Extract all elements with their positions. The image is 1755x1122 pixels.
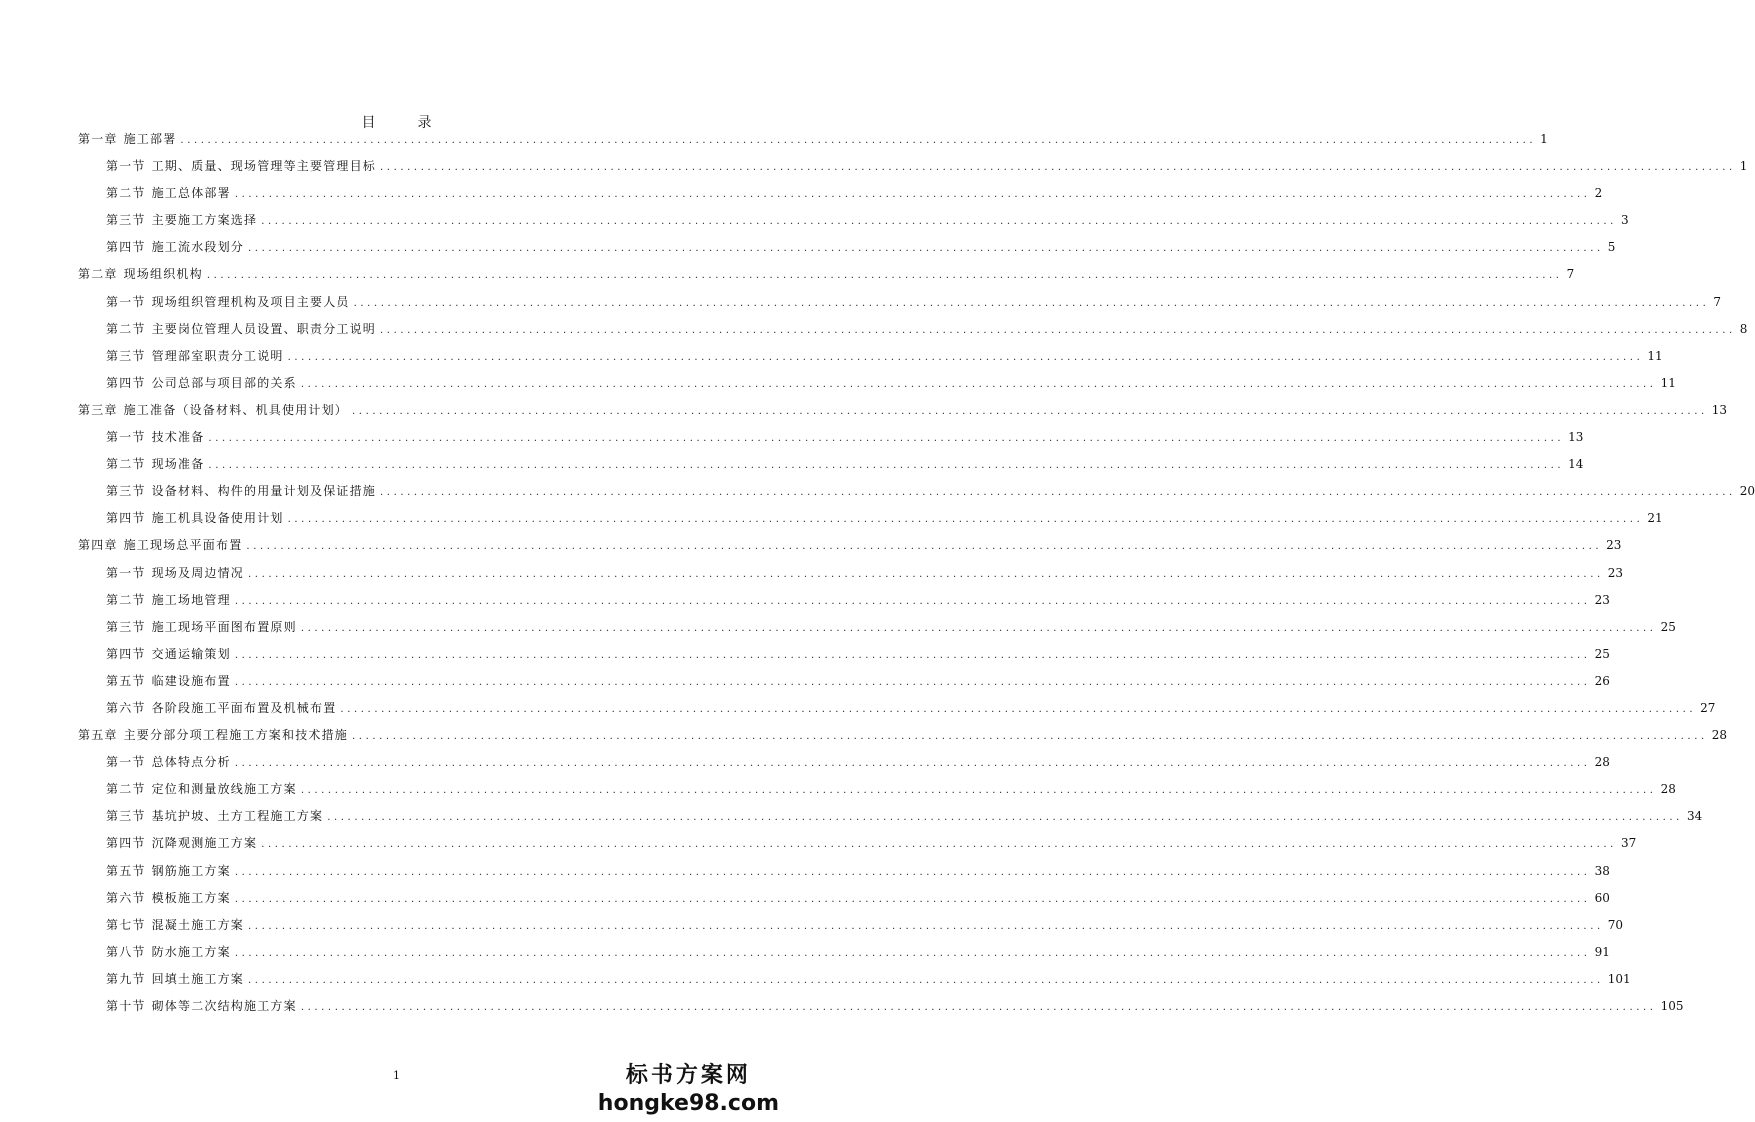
toc-chapter-entry[interactable] <box>78 536 1622 563</box>
toc-section-entry[interactable] <box>78 211 1629 238</box>
toc-entry-page: 13 <box>1568 430 1584 445</box>
toc-entry-label: 施工流水段划分 <box>151 240 245 255</box>
toc-section-entry[interactable] <box>78 482 1755 509</box>
toc-leader-dots: ........................................................................................................................................................................................................ <box>206 270 1563 282</box>
toc-entry-label: 沉降观测施工方案 <box>151 836 258 851</box>
toc-entry-page: 105 <box>1660 999 1684 1013</box>
toc-entry-number: 第一章 <box>78 132 118 146</box>
toc-entry-page: 23 <box>1594 592 1610 607</box>
toc-entry-label: 现场及周边情况 <box>151 565 245 580</box>
toc-leader-dots: ........................................................................................................................................................................................................ <box>327 812 1683 824</box>
toc-section-entry[interactable] <box>78 184 1603 211</box>
toc-leader-dots: ........................................................................................................................................................................................................ <box>261 216 1617 228</box>
toc-entry-label: 工期、质量、现场管理等主要管理目标 <box>151 159 377 174</box>
toc-entry-page: 2 <box>1594 186 1603 201</box>
toc-entry-label: 临建设施布置 <box>151 673 231 688</box>
toc-entry-label: 主要岗位管理人员设置、职责分工说明 <box>151 321 377 336</box>
toc-leader-dots: ........................................................................................................................................................................................................ <box>248 568 1604 580</box>
toc-leader-dots: ........................................................................................................................................................................................................ <box>352 405 1708 417</box>
toc-entry-number: 第六节 <box>106 890 146 905</box>
toc-entry-page: 3 <box>1620 213 1629 228</box>
toc-entry-number: 第三节 <box>106 348 146 363</box>
toc-entry-label: 钢筋施工方案 <box>151 863 231 878</box>
toc-leader-dots: ........................................................................................................................................................................................................ <box>300 622 1657 634</box>
toc-section-entry[interactable] <box>78 834 1637 861</box>
toc-entry-page: 28 <box>1711 728 1728 743</box>
toc-entry-number: 第九节 <box>106 971 146 986</box>
toc-entry-number: 第三节 <box>106 809 146 824</box>
toc-leader-dots: ........................................................................................................................................................................................................ <box>234 758 1591 770</box>
toc-leader-dots: ........................................................................................................................................................................................................ <box>246 541 1603 553</box>
toc-entry-label: 施工部署 <box>123 132 177 146</box>
toc-section-entry[interactable] <box>78 618 1676 645</box>
toc-leader-dots: ........................................................................................................................................................................................................ <box>234 947 1591 959</box>
toc-section-entry[interactable] <box>78 943 1610 970</box>
toc-entry-page: 28 <box>1660 782 1676 797</box>
toc-entry-page: 38 <box>1594 863 1610 878</box>
toc-entry-page: 70 <box>1607 917 1624 932</box>
toc-entry-label: 公司总部与项目部的关系 <box>151 375 297 390</box>
toc-leader-dots: ........................................................................................................................................................................................................ <box>300 785 1657 797</box>
toc-leader-dots: ........................................................................................................................................................................................................ <box>248 920 1604 932</box>
toc-entry-number: 第二节 <box>106 592 146 607</box>
toc-entry-number: 第三节 <box>106 213 146 228</box>
toc-section-entry[interactable] <box>78 347 1663 374</box>
toc-entry-label: 施工现场总平面布置 <box>123 538 243 553</box>
toc-leader-dots: ........................................................................................................................................................................................................ <box>180 135 1537 146</box>
toc-entry-label: 技术准备 <box>151 430 205 445</box>
toc-entry-number: 第八节 <box>106 944 146 959</box>
table-of-contents <box>78 130 1755 1024</box>
toc-entry-number: 第四节 <box>106 511 146 526</box>
page-number: 1 <box>393 1069 400 1082</box>
toc-entry-label: 回填土施工方案 <box>151 971 245 986</box>
toc-entry-page: 1 <box>1739 159 1748 174</box>
toc-leader-dots: ........................................................................................................................................................................................................ <box>234 189 1591 201</box>
toc-entry-number: 第三节 <box>106 484 146 499</box>
toc-entry-number: 第七节 <box>106 917 146 932</box>
toc-entry-label: 定位和测量放线施工方案 <box>151 782 297 797</box>
toc-leader-dots: ........................................................................................................................................................................................................ <box>287 351 1644 363</box>
watermark-title: 标书方案网 <box>625 1063 751 1088</box>
toc-entry-number: 第四章 <box>78 538 118 553</box>
toc-section-entry[interactable] <box>78 672 1610 699</box>
toc-section-entry[interactable] <box>78 862 1610 889</box>
watermark-logo <box>598 1058 779 1116</box>
toc-entry-page: 7 <box>1566 267 1575 282</box>
toc-entry-page: 11 <box>1660 375 1676 390</box>
toc-entry-label: 现场准备 <box>151 457 205 472</box>
toc-entry-label: 砌体等二次结构施工方案 <box>151 999 297 1013</box>
toc-section-entry[interactable] <box>78 157 1748 184</box>
toc-entry-label: 主要施工方案选择 <box>151 213 258 228</box>
toc-leader-dots: ........................................................................................................................................................................................................ <box>208 460 1565 472</box>
toc-entry-number: 第二章 <box>78 267 118 282</box>
toc-section-entry[interactable] <box>78 753 1610 780</box>
toc-leader-dots: ........................................................................................................................................................................................................ <box>234 866 1591 878</box>
toc-entry-page: 25 <box>1660 619 1676 634</box>
toc-leader-dots: ........................................................................................................................................................................................................ <box>287 514 1644 526</box>
toc-section-entry[interactable] <box>78 997 1684 1024</box>
toc-section-entry[interactable] <box>78 428 1584 455</box>
toc-entry-label: 施工准备（设备材料、机具使用计划） <box>123 402 349 417</box>
toc-entry-page: 7 <box>1713 294 1722 309</box>
toc-entry-page: 60 <box>1594 890 1610 905</box>
toc-leader-dots: ........................................................................................................................................................................................................ <box>248 243 1604 255</box>
toc-entry-number: 第一节 <box>106 565 146 580</box>
watermark-url: hongke98.com <box>597 1091 779 1116</box>
toc-entry-number: 第一节 <box>106 755 146 770</box>
toc-leader-dots: ........................................................................................................................................................................................................ <box>234 649 1591 661</box>
toc-entry-number: 第六节 <box>106 700 146 715</box>
toc-leader-dots: ........................................................................................................................................................................................................ <box>380 324 1736 336</box>
toc-entry-page: 1 <box>1540 132 1548 146</box>
toc-entry-number: 第二节 <box>106 782 146 797</box>
toc-entry-page: 23 <box>1607 565 1624 580</box>
toc-leader-dots: ........................................................................................................................................................................................................ <box>234 676 1591 688</box>
toc-entry-page: 101 <box>1607 971 1631 986</box>
toc-entry-page: 37 <box>1620 836 1637 851</box>
toc-leader-dots: ........................................................................................................................................................................................................ <box>234 595 1591 607</box>
toc-entry-page: 8 <box>1739 321 1748 336</box>
toc-entry-page: 34 <box>1686 809 1703 824</box>
toc-section-entry[interactable] <box>78 509 1663 536</box>
toc-entry-label: 总体特点分析 <box>151 755 231 770</box>
toc-entry-page: 13 <box>1711 402 1728 417</box>
toc-section-entry[interactable] <box>78 889 1610 916</box>
toc-entry-label: 主要分部分项工程施工方案和技术措施 <box>123 728 349 743</box>
toc-entry-number: 第四节 <box>106 240 146 255</box>
toc-entry-label: 施工场地管理 <box>151 592 231 607</box>
toc-leader-dots: ........................................................................................................................................................................................................ <box>208 433 1565 445</box>
toc-section-entry[interactable] <box>78 645 1610 672</box>
toc-entry-number: 第二节 <box>106 457 146 472</box>
toc-section-entry[interactable] <box>78 320 1748 347</box>
toc-leader-dots: ........................................................................................................................................................................................................ <box>261 839 1617 851</box>
toc-section-entry[interactable] <box>78 455 1584 482</box>
toc-entry-number: 第一节 <box>106 159 146 174</box>
toc-entry-label: 现场组织管理机构及项目主要人员 <box>151 294 350 309</box>
toc-leader-dots: ........................................................................................................................................................................................................ <box>353 297 1710 309</box>
toc-leader-dots: ........................................................................................................................................................................................................ <box>248 974 1604 986</box>
toc-entry-number: 第四节 <box>106 836 146 851</box>
toc-leader-dots: ........................................................................................................................................................................................................ <box>380 162 1736 174</box>
toc-entry-number: 第一节 <box>106 430 146 445</box>
toc-entry-label: 管理部室职责分工说明 <box>151 348 284 363</box>
toc-entry-page: 25 <box>1594 646 1610 661</box>
toc-entry-page: 28 <box>1594 755 1610 770</box>
toc-entry-page: 23 <box>1606 538 1622 553</box>
toc-entry-label: 交通运输策划 <box>151 646 231 661</box>
toc-section-entry[interactable] <box>78 293 1722 320</box>
toc-entry-page: 20 <box>1739 484 1755 499</box>
toc-entry-number: 第五章 <box>78 728 118 743</box>
toc-entry-label: 现场组织机构 <box>123 267 203 282</box>
toc-leader-dots: ........................................................................................................................................................................................................ <box>340 703 1697 715</box>
toc-entry-label: 各阶段施工平面布置及机械布置 <box>151 700 337 715</box>
toc-entry-number: 第二节 <box>106 186 146 201</box>
toc-section-entry[interactable] <box>78 916 1624 943</box>
toc-entry-page: 5 <box>1607 240 1616 255</box>
toc-title: 目 录 <box>361 115 446 131</box>
toc-entry-label: 混凝土施工方案 <box>151 917 245 932</box>
toc-section-entry[interactable] <box>78 780 1676 807</box>
toc-leader-dots: ........................................................................................................................................................................................................ <box>234 893 1591 905</box>
toc-entry-page: 27 <box>1700 700 1716 715</box>
toc-entry-label: 施工机具设备使用计划 <box>151 511 284 526</box>
toc-leader-dots: ........................................................................................................................................................................................................ <box>380 487 1736 499</box>
toc-leader-dots: ........................................................................................................................................................................................................ <box>352 731 1708 743</box>
toc-entry-page: 14 <box>1568 457 1584 472</box>
toc-entry-number: 第四节 <box>106 646 146 661</box>
toc-entry-number: 第三节 <box>106 619 146 634</box>
toc-entry-page: 21 <box>1647 511 1663 526</box>
toc-leader-dots: ........................................................................................................................................................................................................ <box>300 378 1657 390</box>
toc-entry-label: 施工现场平面图布置原则 <box>151 619 297 634</box>
toc-entry-page: 91 <box>1594 944 1610 959</box>
toc-entry-number: 第二节 <box>106 321 146 336</box>
toc-entry-number: 第五节 <box>106 863 146 878</box>
toc-section-entry[interactable] <box>78 807 1703 834</box>
toc-entry-label: 防水施工方案 <box>151 944 231 959</box>
toc-entry-number: 第五节 <box>106 673 146 688</box>
toc-entry-number: 第十节 <box>106 999 146 1013</box>
toc-entry-label: 基坑护坡、土方工程施工方案 <box>151 809 324 824</box>
toc-entry-label: 模板施工方案 <box>151 890 231 905</box>
toc-entry-page: 26 <box>1594 673 1610 688</box>
toc-section-entry[interactable] <box>78 699 1716 726</box>
toc-entry-number: 第一节 <box>106 294 146 309</box>
toc-entry-label: 施工总体部署 <box>151 186 231 201</box>
toc-section-entry[interactable] <box>78 564 1624 591</box>
toc-entry-label: 设备材料、构件的用量计划及保证措施 <box>151 484 377 499</box>
toc-section-entry[interactable] <box>78 374 1676 401</box>
toc-chapter-entry[interactable] <box>78 726 1728 753</box>
toc-chapter-entry[interactable] <box>78 401 1728 428</box>
toc-entry-number: 第三章 <box>78 402 118 417</box>
toc-chapter-entry[interactable] <box>78 130 1548 157</box>
toc-leader-dots: ........................................................................................................................................................................................................ <box>300 1002 1657 1013</box>
toc-entry-page: 11 <box>1647 348 1663 363</box>
toc-section-entry[interactable] <box>78 238 1616 265</box>
toc-section-entry[interactable] <box>78 970 1631 997</box>
toc-section-entry[interactable] <box>78 591 1610 618</box>
toc-chapter-entry[interactable] <box>78 265 1575 292</box>
toc-entry-number: 第四节 <box>106 375 146 390</box>
